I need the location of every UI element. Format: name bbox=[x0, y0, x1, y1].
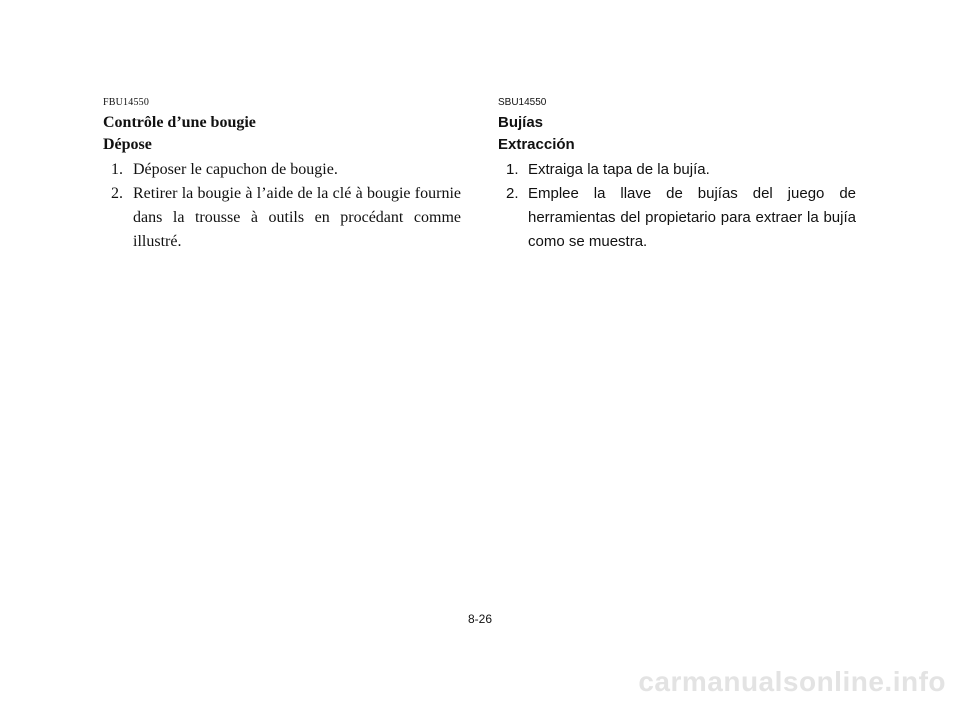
section-subtitle: Dépose bbox=[103, 136, 152, 153]
step-number bbox=[498, 182, 528, 254]
step-number-label: 1. bbox=[506, 161, 519, 178]
section-code: FBU14550 bbox=[103, 97, 150, 108]
page-number: 8-26 bbox=[467, 612, 493, 626]
list-item bbox=[498, 182, 856, 254]
list-item bbox=[103, 158, 461, 182]
step-text: Déposer le capuchon de bougie. bbox=[133, 161, 338, 178]
section-subtitle: Extracción bbox=[498, 136, 575, 153]
step-number bbox=[103, 182, 133, 254]
spanish-column bbox=[498, 96, 856, 254]
french-column bbox=[103, 96, 461, 254]
step-number-label: 2. bbox=[506, 185, 519, 202]
step-number-label: 1. bbox=[111, 161, 123, 178]
step-text: Emplee la llave de bujías del juego de herramientas del propietario para extraer la bujía como se muestra. bbox=[528, 185, 856, 250]
step-text: Retirer la bougie à l’aide de la clé à bougie fournie dans la trousse à outils en procédant comme illustré. bbox=[133, 185, 461, 250]
step-text: Extraiga la tapa de la bujía. bbox=[528, 161, 710, 178]
step-number bbox=[498, 158, 528, 182]
steps-list bbox=[498, 158, 856, 254]
list-item bbox=[498, 158, 856, 182]
watermark: carmanualsonline.info bbox=[638, 666, 946, 697]
steps-list bbox=[103, 158, 461, 254]
step-number bbox=[103, 158, 133, 182]
section-title: Contrôle d’une bougie bbox=[103, 114, 256, 131]
section-title: Bujías bbox=[498, 114, 544, 131]
list-item bbox=[103, 182, 461, 254]
section-code: SBU14550 bbox=[498, 97, 547, 108]
step-number-label: 2. bbox=[111, 185, 123, 202]
